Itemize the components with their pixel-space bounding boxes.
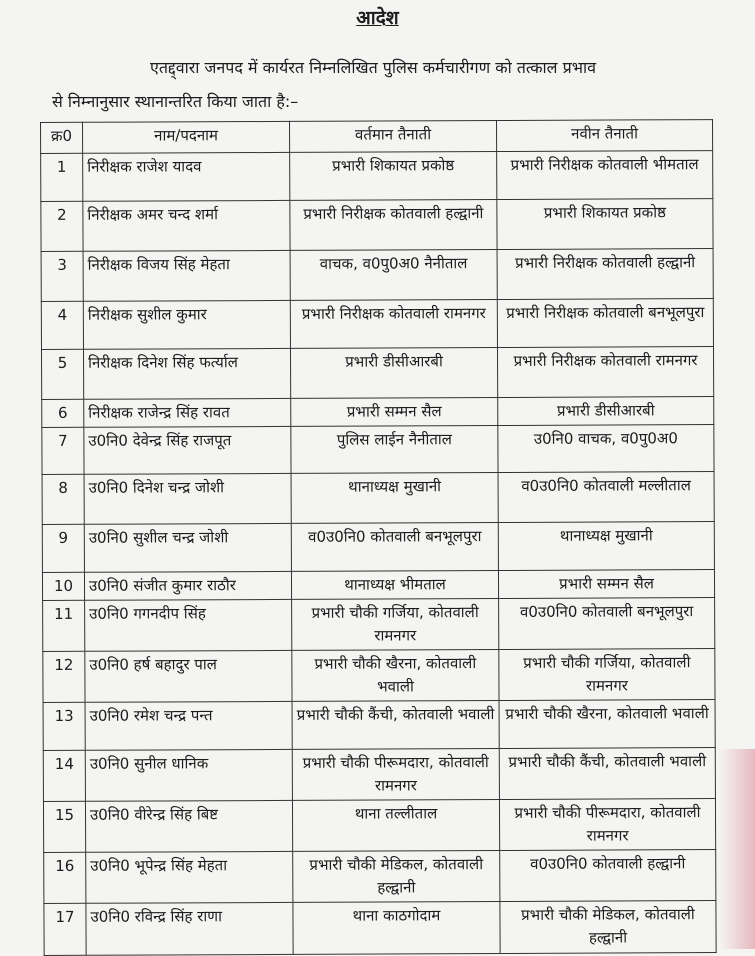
table-row — [42, 522, 714, 573]
current-posting-cell: प्रभारी चौकी कैंची, कोतवाली भवाली — [292, 701, 499, 750]
table-row — [42, 397, 714, 428]
serial-cell: 7 — [42, 427, 84, 474]
serial-cell: 14 — [43, 750, 85, 801]
name-cell: निरीक्षक अमर चन्द शर्मा — [83, 200, 290, 251]
name-cell: निरीक्षक विजय सिंह मेहता — [83, 250, 290, 301]
table-row — [43, 700, 715, 751]
new-posting-cell: प्रभारी चौकी गर्जिया, कोतवाली रामनगर — [499, 649, 715, 701]
intro-paragraph-line1: एतद्द्वारा जनपद में कार्यरत निम्नलिखित पुलिस कर्मचारीगण को तत्काल प्रभाव — [150, 58, 596, 77]
current-posting-cell: प्रभारी चौकी गर्जिया, कोतवाली रामनगर — [292, 599, 499, 651]
name-cell: उ0नि0 गगनदीप सिंह — [85, 599, 292, 651]
transfer-table — [40, 119, 717, 956]
new-posting-cell: प्रभारी निरीक्षक कोतवाली हल्द्वानी — [497, 249, 713, 300]
serial-cell: 4 — [41, 301, 83, 349]
new-posting-cell: प्रभारी निरीक्षक कोतवाली भीमताल — [497, 151, 713, 200]
name-cell: उ0नि0 सुशील चन्द्र जोशी — [84, 523, 291, 572]
name-cell: उ0नि0 रमेश चन्द्र पन्त — [85, 701, 292, 750]
current-posting-cell: व0उ0नि0 कोतवाली बनभूलपुरा — [291, 523, 498, 572]
new-posting-cell: प्रभारी शिकायत प्रकोष्ठ — [497, 199, 713, 250]
new-posting-cell: प्रभारी चौकी मेडिकल, कोतवाली हल्द्वानी — [500, 901, 716, 954]
current-posting-cell: प्रभारी सम्मन सैल — [291, 398, 498, 427]
serial-cell: 8 — [42, 474, 84, 524]
current-posting-cell: प्रभारी निरीक्षक कोतवाली रामनगर — [290, 300, 497, 349]
serial-cell: 13 — [43, 702, 85, 750]
new-posting-cell: उ0नि0 वाचक, व0पु0अ0 — [498, 425, 714, 473]
new-posting-cell: व0उ0नि0 कोतवाली हल्द्वानी — [500, 850, 716, 902]
serial-cell: 11 — [43, 600, 85, 651]
name-cell: उ0नि0 देवेन्द्र सिंह राजपूत — [84, 426, 291, 474]
current-posting-cell: प्रभारी शिकायत प्रकोष्ठ — [290, 152, 497, 201]
current-posting-cell: वाचक, व0पु0अ0 नैनीताल — [290, 250, 497, 301]
paper-stain — [719, 749, 755, 949]
serial-cell: 12 — [43, 651, 85, 702]
current-posting-cell: थाना काठगोदाम — [293, 902, 500, 955]
current-posting-cell: प्रभारी निरीक्षक कोतवाली हल्द्वानी — [290, 200, 497, 251]
new-posting-cell: व0उ0नि0 कोतवाली मल्लीताल — [498, 472, 714, 523]
name-cell: उ0नि0 रविन्द्र सिंह राणा — [86, 902, 293, 955]
table-row — [43, 649, 715, 703]
current-posting-cell: प्रभारी चौकी खैरना, कोतवाली भवाली — [292, 650, 499, 702]
table-row — [43, 799, 715, 853]
new-posting-cell: प्रभारी चौकी पीरूमदारा, कोतवाली रामनगर — [499, 799, 715, 851]
name-cell: निरीक्षक राजेश यादव — [83, 152, 290, 201]
name-cell: उ0नि0 वीरेन्द्र सिंह बिष्ट — [85, 800, 292, 852]
new-posting-cell: प्रभारी चौकी खैरना, कोतवाली भवाली — [499, 700, 715, 749]
new-posting-cell: प्रभारी चौकी कैंची, कोतवाली भवाली — [499, 748, 715, 800]
current-posting-cell: प्रभारी चौकी मेडिकल, कोतवाली हल्द्वानी — [293, 851, 500, 903]
table-row — [41, 199, 713, 252]
name-cell: निरीक्षक सुशील कुमार — [83, 300, 290, 349]
header-serial: क्र0 — [41, 122, 83, 153]
table-row — [41, 299, 713, 350]
table-row — [41, 151, 713, 202]
new-posting-cell: प्रभारी डीसीआरबी — [498, 397, 714, 426]
serial-cell: 10 — [42, 572, 84, 600]
name-cell: उ0नि0 सुनील धानिक — [85, 749, 292, 801]
table-row — [41, 347, 713, 400]
table-row — [43, 598, 715, 652]
new-posting-cell: थानाध्यक्ष मुखानी — [498, 522, 714, 571]
document-title: आदेश — [356, 7, 399, 29]
table-header-row — [41, 120, 713, 154]
new-posting-cell: व0उ0नि0 कोतवाली बनभूलपुरा — [499, 598, 715, 650]
table-row — [44, 850, 716, 904]
header-new-posting: नवीन तैनाती — [496, 120, 712, 152]
new-posting-cell: प्रभारी सम्मन सैल — [498, 570, 714, 599]
serial-cell: 3 — [41, 251, 83, 301]
table-row — [42, 425, 714, 475]
current-posting-cell: प्रभारी चौकी पीरूमदारा, कोतवाली रामनगर — [292, 749, 499, 801]
serial-cell: 1 — [41, 153, 83, 201]
name-cell: उ0नि0 संजीत कुमार राठौर — [84, 571, 291, 600]
serial-cell: 16 — [44, 852, 86, 903]
serial-cell: 2 — [41, 201, 83, 251]
new-posting-cell: प्रभारी निरीक्षक कोतवाली बनभूलपुरा — [497, 299, 713, 348]
name-cell: उ0नि0 हर्ष बहादुर पाल — [85, 650, 292, 702]
table-row — [41, 249, 713, 302]
serial-cell: 9 — [42, 524, 84, 572]
new-posting-cell: प्रभारी निरीक्षक कोतवाली रामनगर — [497, 347, 713, 398]
table-row — [43, 748, 715, 802]
name-cell: निरीक्षक दिनेश सिंह फर्त्याल — [83, 348, 290, 399]
name-cell: उ0नि0 भूपेन्द्र सिंह मेहता — [86, 851, 293, 903]
current-posting-cell: थाना तल्लीताल — [292, 800, 499, 852]
serial-cell: 15 — [43, 801, 85, 852]
current-posting-cell: थानाध्यक्ष मुखानी — [291, 473, 498, 524]
serial-cell: 17 — [44, 903, 86, 955]
current-posting-cell: प्रभारी डीसीआरबी — [290, 348, 497, 399]
current-posting-cell: पुलिस लाईन नैनीताल — [291, 426, 498, 474]
name-cell: निरीक्षक राजेन्द्र सिंह रावत — [84, 398, 291, 427]
current-posting-cell: थानाध्यक्ष भीमताल — [291, 571, 498, 600]
serial-cell: 5 — [41, 349, 83, 399]
intro-paragraph-line2: से निम्नानुसार स्थानान्तरित किया जाता है:– — [52, 92, 299, 111]
header-current-posting: वर्तमान तैनाती — [289, 121, 496, 153]
table-row — [42, 570, 714, 601]
serial-cell: 6 — [42, 399, 84, 427]
table-row — [44, 901, 716, 956]
name-cell: उ0नि0 दिनेश चन्द्र जोशी — [84, 473, 291, 524]
header-name: नाम/पदनाम — [83, 121, 290, 153]
table-row — [42, 472, 714, 525]
